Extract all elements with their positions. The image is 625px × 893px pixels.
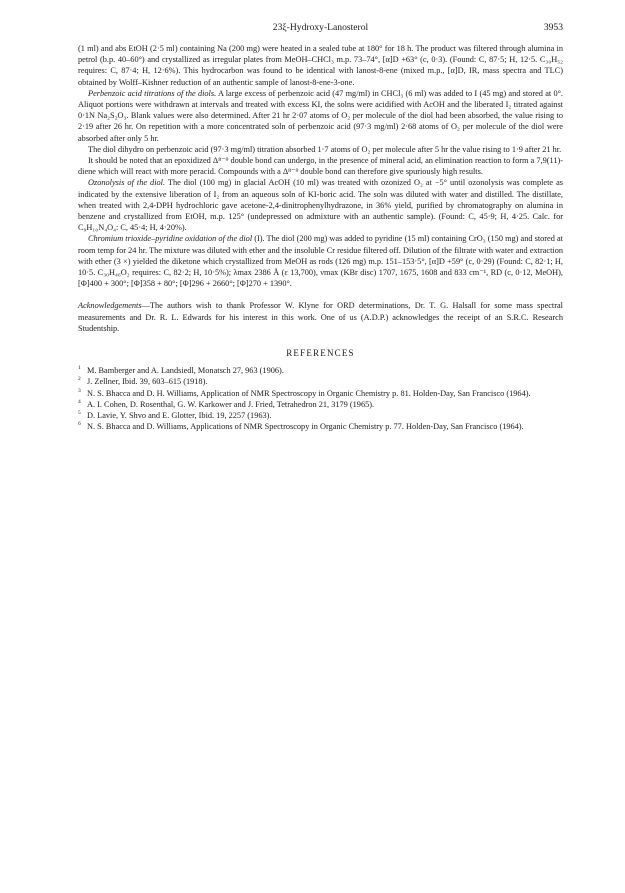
paragraph-text: (I). The diol (200 mg) was added to pyridine (15 ml) containing CrO₃ (150 mg) and stored at room temp for 24 hr. The mixture was diluted with ether and the insoluble Cr residue filtered off. Dilution of the filtrate with water and extraction with ether (3 ×) yielded the diketone which crystallized from MeOH as rods (126 mg) m.p. 151–153·5°, [α]D +59° (c, 0·29) (Found: C, 82·1; H, 10·5. C₃₀H₄₆O₂ requires: C, 82·2; H, 10·5%); λmax 2386 Å (ε 13,700), νmax (KBr disc) 1707, 1675, 1608 and 833 cm⁻¹, RD (c, 0·12, MeOH), [Φ]400 + 300°; [Φ]358 + 80°; [Φ]296 + 2660°; [Φ]270 + 1390°. [78,234,563,289]
section-lead-perbenzoic: Perbenzoic acid titrations of the diols. [88,88,217,98]
acknowledgements [78,300,563,334]
reference-item [78,388,563,399]
page-number: 3953 [543,22,563,33]
reference-text: D. Lavie, Y. Shvo and E. Glotter, Ibid. 19, 2257 (1963). [87,411,272,421]
reference-item [78,410,563,421]
paragraph-text: The diol (100 mg) in glacial AcOH (10 ml) was treated with ozonized O₂ at −5° until ozonolysis was complete as indicated by the extensive liberation of I₂ from an aqueous soln of KI-boric acid. The soln was diluted with water and distilled. The distillate, when treated with 2,4-DPH hydrochloric gave acetone-2,4-dinitrophenylhydrazone, in 36% yield, purified by chromatography on alumina in benzene and crystallized from EtOH, m.p. 125° (undepressed on admixture with an authentic sample). (Found: C, 45·9; H, 4·25. Calc. for C₉H₁₀N₄O₄: C, 45·4; H, 4·20%). [78,178,563,233]
reference-text: J. Zellner, Ibid. 39, 603–615 (1918). [87,377,208,387]
running-title: 23ξ-Hydroxy-Lanosterol [272,22,369,33]
references-heading: REFERENCES [286,348,355,359]
reference-item [78,399,563,410]
paragraph-text: A large excess of perbenzoic acid (47 mg/ml) in CHCl₃ (6 ml) was added to I (45 mg) and stored at 0°. Aliquot portions were withdrawn at intervals and treated with excess KI, the solns were acidified with AcOH and the liberated I₂ titrated against 0·1N Na₂S₂O₃. Blank values were also determined. After 21 hr 2·07 atoms of O₂ per molecule of the diol had been absorbed, the value rising to 2·19 after 26 hr. On repetition with a more concentrated soln of perbenzoic acid (97·3 mg/ml) 2·68 atoms of O₂ per molecule of the diol were absorbed after only 5 hr. [78,88,563,143]
reference-item [78,376,563,387]
reference-text: M. Bamberger and A. Landsiedl, Monatsch 27, 963 (1906). [87,366,284,376]
reference-number: 2 [78,376,81,383]
acknowledgements-heading: Acknowledgements [78,301,142,311]
reference-number: 1 [78,365,81,372]
reference-number: 3 [78,387,81,394]
paragraph-ozonolysis [78,177,563,233]
section-lead-ozonolysis: Ozonolysis of the diol. [88,178,166,188]
reference-number: 6 [78,421,81,428]
reference-item [78,421,563,432]
section-lead-chromium: Chromium trioxide–pyridine oxidation of the diol [88,234,253,244]
paragraph-hydrocarbon: (1 ml) and abs EtOH (2·5 ml) containing Na (200 mg) were heated in a sealed tube at 180° for 18 h. The product was filtered through alumina in petrol (b.p. 40–60°) and crystallized as irregular plates from MeOH–CHCl₃ m.p. 73–74°, [α]D +63° (c, 0·3). (Found: C, 87·5; H, 12·5. C₃₀H₅₂ requires: C, 87·4; H, 12·6%). This hydrocarbon was found to be identical with lanost-8-ene (mixed m.p., [α]D, IR, mass spectra and TLC) obtained by Wolff–Kishner reduction of an authentic sample of lanost-8-ene-3-one. [78,44,563,87]
running-head [78,21,563,35]
paragraph-perbenzoic-titration [78,88,563,144]
references-list [78,365,563,432]
reference-text: A. I. Cohen, D. Rosenthal, G. W. Karkower and J. Fried, Tetrahedron 21, 3179 (1965). [87,399,375,409]
article-body [78,43,563,433]
paragraph-chromium-oxidation [78,233,563,289]
reference-item [78,365,563,376]
paragraph-diol-dihydro: The diol dihydro on perbenzoic acid (97·3 mg/ml) titration absorbed 1·7 atoms of O₂ per molecule after 5 hr the value rising to 1·9 after 21 hr. [88,144,562,154]
reference-number: 5 [78,410,81,417]
acknowledgements-text: —The authors wish to thank Professor W. Klyne for ORD determinations, Dr. T. G. Halsall for some mass spectral measurements and Dr. R. L. Edwards for his interest in this work. One of us (A.D.P.) acknowledges the receipt of an S.R.C. Research Studentship. [78,301,563,333]
reference-text: N. S. Bhacca and D. Williams, Applications of NMR Spectroscopy in Organic Chemistry p. 77. Holden-Day, San Francisco (1964). [87,422,524,432]
reference-text: N. S. Bhacca and D. H. Williams, Application of NMR Spectroscopy in Organic Chemistry p. 81. Holden-Day, San Francisco (1964). [87,388,531,398]
paragraph-epoxidation-note: It should be noted that an epoxidized Δ⁸⁻⁹ double bond can undergo, in the presence of mineral acid, an elimination reaction to form a 7,9(11)-diene which will react with more peracid. Compounds with a Δ⁸⁻⁹ double bond can therefore give spuriously high results. [78,156,563,177]
reference-number: 4 [78,398,81,405]
